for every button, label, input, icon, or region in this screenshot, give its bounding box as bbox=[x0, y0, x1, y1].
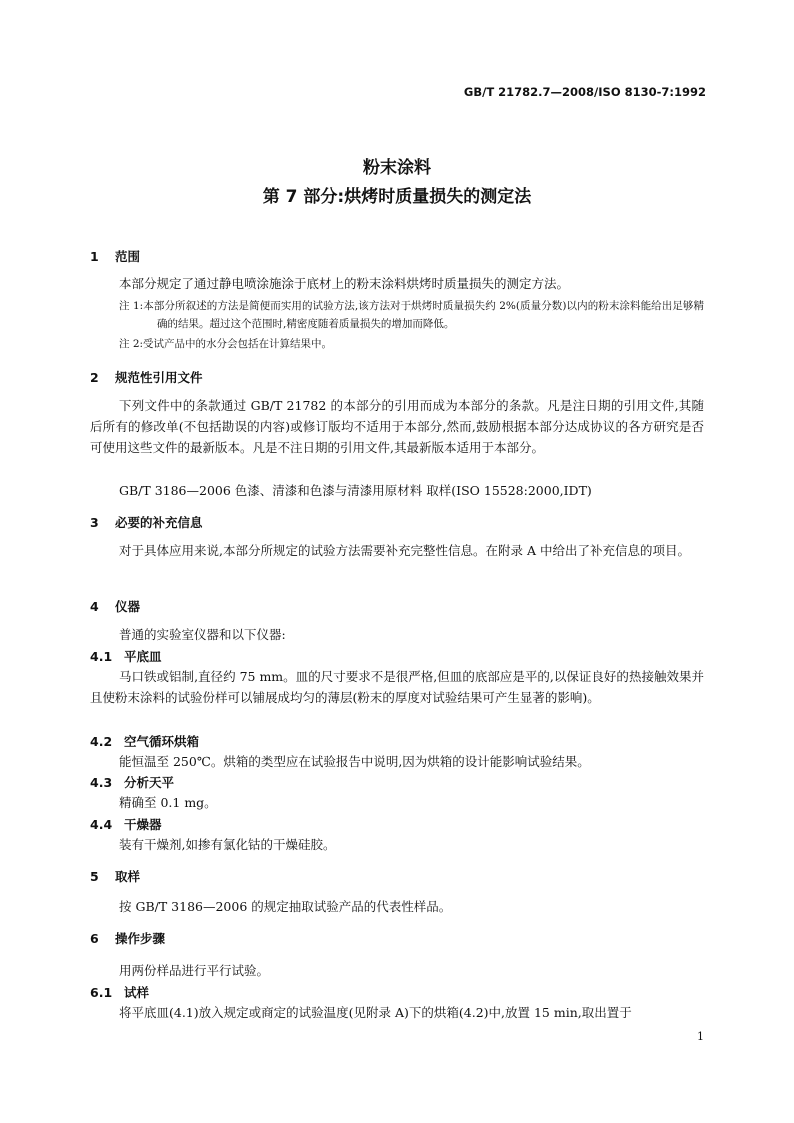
section-title: 操作步骤 bbox=[115, 931, 166, 946]
subsection-4-3-text: 精确至 0.1 mg。 bbox=[119, 795, 217, 810]
subsection-number: 4.3 bbox=[90, 775, 113, 790]
normative-reference: GB/T 3186—2006 色漆、清漆和色漆与清漆用原材料 取样(ISO 15528:2000,IDT) bbox=[119, 483, 592, 498]
subsection-4-2-text: 能恒温至 250℃。烘箱的类型应在试验报告中说明,因为烘箱的设计能影响试验结果。 bbox=[119, 754, 590, 769]
page-number: 1 bbox=[697, 1030, 704, 1043]
section-number: 2 bbox=[90, 370, 99, 385]
subsection-title: 平底皿 bbox=[124, 649, 162, 664]
subsection-4-3-heading bbox=[90, 773, 174, 791]
note-2: 注 2:受试产品中的水分会包括在计算结果中。 bbox=[119, 338, 333, 350]
section-number: 4 bbox=[90, 599, 99, 614]
section-1-heading bbox=[90, 247, 140, 265]
subsection-title: 空气循环烘箱 bbox=[124, 734, 200, 749]
section-number: 1 bbox=[90, 249, 99, 264]
section-5-heading bbox=[90, 867, 140, 885]
section-5-paragraph: 按 GB/T 3186—2006 的规定抽取试验产品的代表性样品。 bbox=[119, 899, 452, 914]
section-4-heading bbox=[90, 597, 140, 615]
note-1: 注 1:本部分所叙述的方法是简便而实用的试验方法,该方法对于烘烤时质量损失约 2%(质量分数)以内的粉末涂料能给出足够精确的结果。超过这个范围时,精密度随着质量损失的增加而降低。 bbox=[119, 300, 704, 330]
section-number: 3 bbox=[90, 515, 99, 530]
section-title: 必要的补充信息 bbox=[115, 515, 203, 530]
section-6-paragraph: 用两份样品进行平行试验。 bbox=[119, 963, 270, 978]
section-title: 仪器 bbox=[115, 599, 141, 614]
subsection-title: 分析天平 bbox=[124, 775, 175, 790]
subsection-title: 干燥器 bbox=[124, 817, 162, 832]
subsection-number: 4.2 bbox=[90, 734, 113, 749]
section-4-paragraph: 普通的实验室仪器和以下仪器: bbox=[119, 627, 286, 642]
subsection-number: 4.1 bbox=[90, 649, 113, 664]
section-2-paragraph: 下列文件中的条款通过 GB/T 21782 的本部分的引用而成为本部分的条款。凡是注日期的引用文件,其随后所有的修改单(不包括勘误的内容)或修订版均不适用于本部分,然而,鼓励根据本部分达成协议的各方研究是否可使用这些文件的最新版本。凡是不注日期的引用文件,其最新版本适用于本部分。 bbox=[90, 398, 704, 455]
doc-title-line2: 第 7 部分:烘烤时质量损失的测定法 bbox=[262, 187, 532, 207]
subsection-6-1-text: 将平底皿(4.1)放入规定或商定的试验温度(见附录 A)下的烘箱(4.2)中,放置 15 min,取出置于 bbox=[119, 1005, 632, 1020]
section-1-paragraph: 本部分规定了通过静电喷涂施涂于底材上的粉末涂料烘烤时质量损失的测定方法。 bbox=[119, 276, 570, 291]
subsection-4-2-heading bbox=[90, 732, 199, 750]
standard-number: GB/T 21782.7—2008/ISO 8130-7:1992 bbox=[463, 85, 706, 99]
section-title: 规范性引用文件 bbox=[115, 370, 203, 385]
subsection-6-1-heading bbox=[90, 983, 149, 1001]
subsection-number: 4.4 bbox=[90, 817, 113, 832]
subsection-number: 6.1 bbox=[90, 985, 113, 1000]
subsection-title: 试样 bbox=[124, 985, 150, 1000]
subsection-4-4-text: 装有干燥剂,如掺有氯化钴的干燥硅胶。 bbox=[119, 837, 336, 852]
section-number: 6 bbox=[90, 931, 99, 946]
section-title: 取样 bbox=[115, 869, 141, 884]
section-6-heading bbox=[90, 929, 165, 947]
subsection-4-1-heading bbox=[90, 647, 162, 665]
subsection-4-4-heading bbox=[90, 815, 162, 833]
subsection-4-1-text: 马口铁或铝制,直径约 75 mm。皿的尺寸要求不是很严格,但皿的底部应是平的,以保证良好的热接触效果并且使粉末涂料的试验份样可以铺展成均匀的薄层(粉末的厚度对试验结果可产生显著的影响)。 bbox=[90, 669, 704, 705]
doc-title-line1: 粉末涂料 bbox=[363, 158, 431, 178]
section-number: 5 bbox=[90, 869, 99, 884]
section-title: 范围 bbox=[115, 249, 141, 264]
section-2-heading bbox=[90, 368, 203, 386]
section-3-paragraph: 对于具体应用来说,本部分所规定的试验方法需要补充完整性信息。在附录 A 中给出了补充信息的项目。 bbox=[119, 543, 690, 558]
section-3-heading bbox=[90, 513, 203, 531]
